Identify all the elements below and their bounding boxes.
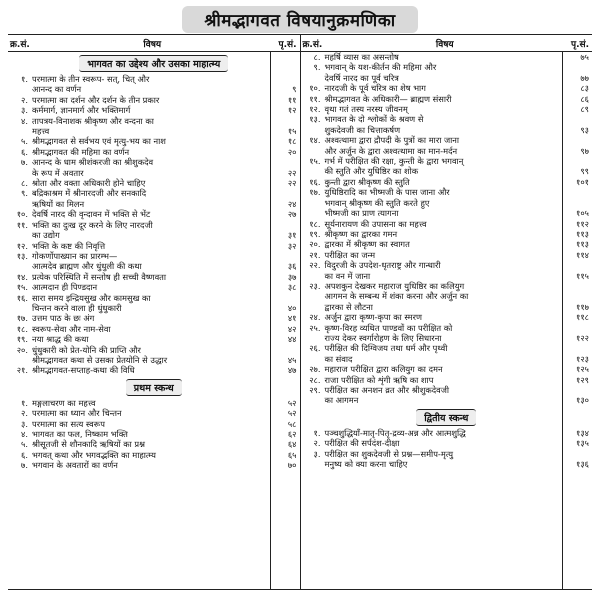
entry-page: ६४: [287, 439, 297, 450]
entry-number: ४.: [21, 429, 28, 439]
entry-number: १३.: [309, 114, 321, 125]
toc-table: [8, 34, 592, 590]
entry-page: ८९: [580, 104, 589, 115]
entry-number: १६.: [309, 176, 321, 187]
entry-page: १८: [287, 136, 297, 147]
left-column-header: [8, 35, 300, 52]
entry-page: १२९: [576, 374, 589, 385]
header-number: क्र.सं.: [302, 39, 323, 50]
entry-page: २२: [287, 178, 297, 189]
toc-entry: [301, 52, 593, 62]
entry-page: ३६: [287, 261, 297, 272]
entry-page: १३६: [576, 459, 589, 470]
entry-page: १५: [287, 126, 297, 137]
entry-title: परीक्षित की दिग्विजय तथा धर्म और पृथ्वी का संवाद: [324, 343, 448, 364]
entry-title: द्वारका में श्रीकृष्ण का स्वागत: [324, 239, 410, 250]
toc-entry: [8, 398, 300, 408]
page-divider-line: [270, 52, 271, 589]
entry-title: परीक्षित का शुकदेवजी से प्रश्न—समीप-मृत्यु मनुष्य को क्या करना चाहिए: [324, 448, 454, 470]
entry-title: परमात्मा के तीन स्वरूप- सत्, चित् और आनन्द का वर्णन: [32, 74, 150, 95]
entry-page: ४२: [287, 323, 297, 334]
entry-title: अर्जुन द्वारा कृष्ण-कृपा का स्मरण: [324, 312, 422, 323]
entry-number: ५.: [21, 136, 28, 147]
entry-title: श्रीकृष्ण का द्वारका गमन: [324, 228, 398, 239]
header-subject: विषय: [435, 39, 454, 50]
entry-page: ४१: [287, 313, 297, 324]
entry-number: २१.: [16, 365, 28, 376]
toc-entry: [301, 323, 593, 344]
entry-number: ११.: [16, 219, 28, 230]
entry-title: श्रीमद्भागवत की महिमा का वर्णन: [32, 146, 130, 157]
toc-entry: [8, 272, 300, 282]
entry-title: तापत्रय-विनाशक श्रीकृष्ण और वन्दना का महत्त्व: [32, 115, 154, 137]
entry-number: २५.: [309, 322, 321, 333]
entry-number: २९.: [309, 385, 321, 395]
entry-title: विदुरजी के उपदेश-धृतराष्ट्र और गान्धारी का वन में जाना: [324, 260, 441, 281]
toc-entry: [8, 147, 300, 157]
toc-entry: [8, 345, 300, 366]
entry-page: २०: [287, 146, 297, 157]
toc-entry: [8, 460, 300, 470]
entry-page: ११४: [576, 249, 589, 260]
entry-number: ६.: [21, 146, 28, 157]
entry-page: १२: [287, 105, 297, 116]
entry-title: परमात्मा का सत्य स्वरूप: [32, 418, 105, 429]
entry-number: २७.: [309, 364, 321, 375]
entry-title: नया श्राद्ध की कथा: [32, 334, 89, 345]
entry-number: १०.: [16, 209, 28, 220]
entry-page: ११३: [576, 239, 589, 250]
toc-entry: [301, 438, 593, 448]
entry-page: ११२: [576, 218, 589, 229]
toc-entry: [301, 449, 593, 470]
entry-page: १३४: [576, 427, 589, 438]
entry-list: [8, 398, 300, 471]
entry-title: श्रीसूतजी से शौनकादि ऋषियों का प्रश्न: [32, 439, 146, 450]
entry-number: ३.: [21, 418, 28, 429]
toc-entry: [8, 209, 300, 219]
toc-entry: [301, 104, 593, 114]
entry-page: २२: [287, 167, 297, 178]
entry-number: २६.: [309, 343, 321, 354]
section-title: द्वितीय स्कन्ध: [416, 409, 476, 426]
entry-number: २०.: [309, 239, 321, 250]
entry-title: भगवत् कथा और भगवद्भक्ति का माहात्म्य: [32, 449, 156, 460]
entry-title: परीक्षित की सर्पदंश-दीक्षा: [324, 438, 400, 449]
toc-entry: [8, 419, 300, 429]
entry-number: १४.: [16, 271, 28, 282]
toc-entry: [301, 62, 593, 83]
toc-entry: [301, 114, 593, 135]
entry-page: ४५: [287, 354, 297, 365]
entry-title: गर्भ में परीक्षित की रक्षा, कुन्ती के द्वारा भगवान् की स्तुति और युधिष्ठिर का शोक: [324, 156, 464, 177]
entry-number: १९.: [16, 334, 28, 345]
toc-entry: [8, 450, 300, 460]
toc-entry: [8, 282, 300, 292]
section-heading: [301, 409, 593, 426]
entry-number: १०.: [309, 83, 321, 94]
section-title: प्रथम स्कन्ध: [126, 379, 182, 396]
entry-page: ३८: [287, 282, 297, 293]
left-column-body: [8, 52, 300, 589]
section-heading: [8, 55, 300, 72]
toc-entry: [8, 116, 300, 137]
toc-entry: [301, 177, 593, 187]
page-divider-line: [562, 52, 563, 589]
entry-title: देवर्षि नारद की वृन्दावन में भक्ति से भेंट: [32, 209, 151, 220]
entry-page: ९७: [580, 145, 589, 156]
entry-number: १५.: [309, 156, 321, 167]
entry-title: सारा समय इन्द्रियसुख और कामसुख का चिन्तन करने वाला ही धुंधुकारी: [32, 292, 151, 313]
header-number: क्र.सं.: [10, 39, 30, 50]
entry-title: श्रीमद्भागवत-सप्ताह-कथा की विधि: [32, 365, 135, 376]
toc-entry: [301, 187, 593, 218]
entry-number: १६.: [16, 292, 28, 303]
entry-page: ७०: [287, 460, 297, 471]
entry-number: ९.: [21, 188, 28, 199]
entry-number: ५.: [21, 439, 28, 450]
entry-title: भक्ति का दुःख दूर करने के लिए नारदजी का उद्योग: [32, 219, 153, 241]
header-page: पृ.सं.: [278, 39, 297, 50]
entry-page: ९३: [580, 124, 589, 135]
entry-number: १.: [313, 427, 321, 438]
entry-number: २१.: [309, 249, 321, 260]
toc-entry: [301, 156, 593, 177]
toc-entry: [8, 220, 300, 241]
entry-page: २४: [287, 198, 297, 209]
entry-page: १२५: [576, 364, 589, 375]
entry-title: आनन्द के धाम श्रीशंकरजी का श्रीशुकदेव के रूप में अवतार: [32, 157, 154, 178]
entry-title: परमात्मा का दर्शन और दर्शन के तीन प्रकार: [32, 94, 160, 105]
toc-entry: [301, 94, 593, 104]
entry-list: [8, 74, 300, 376]
entry-page: ४०: [287, 302, 297, 313]
entry-page: १०५: [576, 208, 589, 219]
entry-number: ३.: [313, 448, 321, 459]
entry-title: भक्ति के कष्ट की निवृत्ति: [32, 240, 106, 251]
toc-entry: [301, 428, 593, 438]
entry-page: ९: [292, 84, 297, 95]
toc-entry: [8, 157, 300, 178]
section-heading: [8, 379, 300, 396]
entry-number: ११.: [309, 93, 321, 104]
entry-title: कर्ममार्ग, ज्ञानमार्ग और भक्तिमार्ग: [32, 105, 131, 116]
entry-title: सूर्यनारायण की उपासना का महत्त्व: [324, 218, 427, 229]
entry-number: २३.: [309, 280, 321, 291]
toc-entry: [8, 74, 300, 95]
toc-entry: [8, 178, 300, 188]
entry-page: ६५: [287, 449, 297, 460]
toc-entry: [301, 135, 593, 156]
toc-entry: [301, 364, 593, 374]
entry-number: १७.: [16, 313, 28, 324]
entry-page: ६२: [287, 429, 297, 439]
entry-number: १७.: [309, 187, 321, 198]
toc-entry: [8, 324, 300, 334]
entry-page: ९९: [580, 166, 589, 177]
entry-number: ७.: [21, 460, 28, 471]
entry-page: ५२: [287, 408, 297, 419]
entry-page: ७७: [580, 72, 589, 83]
toc-entry: [8, 188, 300, 209]
entry-number: १५.: [16, 282, 28, 293]
entry-title: महाराज परीक्षित द्वारा कलियुग का दमन: [324, 364, 443, 375]
toc-entry: [8, 313, 300, 323]
toc-entry: [301, 250, 593, 260]
entry-page: १३५: [576, 438, 589, 449]
entry-number: २०.: [16, 344, 28, 355]
entry-page: १२३: [576, 353, 589, 364]
entry-number: ८.: [313, 52, 321, 62]
entry-title: आत्मदान ही पिण्डदान: [32, 282, 98, 293]
entry-page: ४४: [287, 334, 297, 345]
entry-page: ३७: [287, 271, 297, 282]
toc-entry: [8, 408, 300, 418]
section-title: भागवत का उद्देश्य और उसका माहात्म्य: [79, 55, 228, 72]
entry-number: १.: [21, 397, 28, 408]
toc-entry: [8, 365, 300, 375]
toc-entry: [8, 251, 300, 272]
entry-title: गोकर्णोपाख्यान का प्रारम्भ— आत्मदेव ब्राह्मण और धुंधुली की कथा: [32, 250, 142, 272]
entry-title: पञ्चशुद्धियाँ-मातृ-पितृ-द्रव्य-अन्न और आत्मशुद्धि: [324, 427, 466, 438]
entry-number: ९.: [313, 62, 321, 73]
toc-entry: [301, 385, 593, 406]
entry-list: [301, 428, 593, 470]
entry-page: १३०: [576, 395, 589, 406]
entry-page: ८३: [580, 83, 589, 94]
toc-entry: [301, 343, 593, 364]
right-column-body: [301, 52, 593, 589]
entry-title: कृष्ण-विरह व्यथित पाण्डवों का परीक्षित को राज्य देकर स्वर्गारोहण के लिए सिधारना: [324, 322, 453, 343]
entry-page: ५८: [287, 418, 297, 429]
entry-page: ११७: [576, 301, 589, 312]
entry-number: १८.: [16, 323, 28, 334]
entry-page: ५२: [287, 397, 297, 408]
entry-page: ८६: [580, 93, 589, 104]
entry-number: २.: [21, 408, 28, 419]
entry-number: ८.: [21, 178, 28, 189]
entry-title: महर्षि व्यास का असन्तोष: [324, 52, 399, 62]
toc-entry: [8, 429, 300, 439]
entry-title: धुंधुकारी को प्रेत-योनि की प्राप्ति और श्रीमद्भागवत कथा से उसका प्रेतयोनि से उद्धार: [32, 344, 168, 365]
entry-number: १२.: [309, 104, 321, 115]
entry-page: ११५: [576, 270, 589, 281]
header-page: पृ.सं.: [570, 39, 589, 50]
entry-page: २७: [287, 209, 297, 220]
entry-title: भगवान के अवतारों का वर्णन: [32, 460, 118, 471]
entry-page: ११८: [576, 312, 589, 323]
right-column: [300, 35, 593, 589]
entry-title: भागवत के दो श्लोकों के श्रवण से शुकदेवजी का चित्ताकर्षण: [324, 114, 424, 135]
entry-title: भागवत का फल, निष्काम भक्ति: [32, 429, 128, 439]
entry-title: उत्तम पाठ के छः अंग: [32, 313, 95, 324]
toc-entry: [8, 105, 300, 115]
entry-page: ३२: [287, 240, 297, 251]
header-subject: विषय: [143, 39, 162, 50]
entry-number: ४.: [21, 115, 28, 126]
toc-entry: [8, 241, 300, 251]
entry-page: ११३: [576, 228, 589, 239]
toc-entry: [8, 136, 300, 146]
toc-entry: [301, 375, 593, 385]
toc-entry: [301, 219, 593, 229]
entry-number: २.: [313, 438, 321, 449]
entry-number: १.: [21, 74, 28, 84]
left-column: [8, 35, 300, 589]
entry-number: ७.: [21, 157, 28, 168]
toc-entry: [301, 83, 593, 93]
entry-list: [301, 52, 593, 406]
entry-title: परमात्मा का ध्यान और चिन्तन: [32, 408, 122, 419]
toc-entry: [8, 95, 300, 105]
entry-title: मङ्गलाचरण का महत्त्व: [32, 397, 96, 408]
entry-title: प्रत्येक परिस्थिति में सन्तोष ही सच्ची वैष्णवता: [32, 271, 167, 282]
entry-title: श्रोता और वक्ता अधिकारी होने चाहिए: [32, 178, 146, 189]
entry-number: ३.: [21, 105, 28, 116]
entry-number: ६.: [21, 449, 28, 460]
entry-title: भगवान् के यश-कीर्तन की महिमा और देवर्षि नारद का पूर्व चरित्र: [324, 62, 437, 83]
entry-title: वृथा गतं तस्य नरस्य जीवनम्: [324, 104, 408, 115]
entry-title: परीक्षित का जन्म: [324, 249, 376, 260]
entry-title: श्रीमद्भागवत से सर्वभय एवं मृत्यु-भय का नाश: [32, 136, 166, 147]
toc-entry: [301, 229, 593, 239]
entry-number: २८.: [309, 374, 321, 385]
entry-page: ३१: [287, 230, 297, 241]
entry-title: कुन्ती द्वारा श्रीकृष्ण की स्तुति: [324, 176, 410, 187]
entry-title: युधिष्ठिरादि का भीष्मजी के पास जाना और भगवान् श्रीकृष्ण की स्तुति करते हुए भीष्मजी का प्राण त्यागना: [324, 187, 450, 219]
entry-number: १९.: [309, 228, 321, 239]
entry-title: नारदजी के पूर्व चरित्र का शेष भाग: [324, 83, 426, 94]
entry-title: राजा परीक्षित को शृंगी ऋषि का शाप: [324, 374, 434, 385]
toc-entry: [301, 260, 593, 281]
entry-number: १२.: [16, 240, 28, 251]
entry-title: अश्वत्थामा द्वारा द्रौपदी के पुत्रों का मारा जाना और अर्जुन के द्वारा अश्वत्थामा का मान-मर्दन: [324, 135, 460, 156]
entry-title: परीक्षित का अनशन व्रत और श्रीशुकदेवजी का आगमन: [324, 385, 450, 406]
entry-number: २४.: [309, 312, 321, 323]
entry-page: १२२: [576, 332, 589, 343]
entry-title: अपशकुन देखकर महाराज युधिष्ठिर का कलियुग आगमन के सम्बन्ध में शंका करना और अर्जुन का द्वारका से लौटना: [324, 280, 469, 312]
entry-number: २.: [21, 94, 28, 105]
entry-number: १३.: [16, 250, 28, 261]
entry-number: १४.: [309, 135, 321, 146]
toc-entry: [301, 281, 593, 312]
entry-page: ११: [287, 94, 297, 105]
toc-entry: [8, 293, 300, 314]
right-column-header: [301, 35, 593, 52]
entry-page: १०१: [576, 176, 589, 187]
toc-entry: [8, 439, 300, 449]
entry-page: ७५: [580, 52, 589, 62]
title-wrap: [8, 6, 592, 34]
toc-entry: [301, 239, 593, 249]
entry-number: २२.: [309, 260, 321, 271]
entry-title: श्रीमद्भागवत के अधिकारी— ब्राह्मण संसारी: [324, 93, 452, 104]
toc-entry: [301, 312, 593, 322]
toc-entry: [8, 334, 300, 344]
entry-title: स्वरूप-सेवा और नाम-सेवा: [32, 323, 111, 334]
entry-page: ४७: [287, 365, 297, 376]
entry-title: बद्रिकाश्रम में श्रीनारदजी और सनकादि ऋषियों का मिलन: [32, 188, 147, 209]
entry-number: १८.: [309, 218, 321, 229]
page-title: श्रीमद्भागवत विषयानुक्रमणिका: [182, 6, 417, 33]
